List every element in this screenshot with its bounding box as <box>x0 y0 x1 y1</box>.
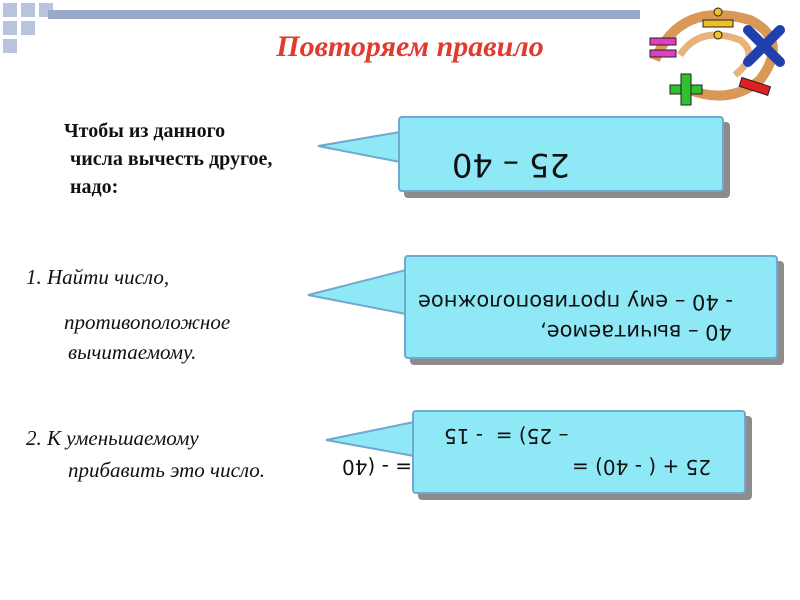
callout-computation <box>412 410 746 494</box>
callout-computation-line: = - (40 <box>342 455 412 479</box>
page-title: Повторяем правило <box>276 30 544 63</box>
step2-line: 2. К уменьшаемому <box>26 426 199 450</box>
callout-expression-text: 25 – 40 <box>452 146 570 184</box>
callout-opposite-line: - 40 – ему противоположное <box>418 290 733 314</box>
callout-computation-line: 25 + ( - 40) = <box>572 455 712 479</box>
step1-line: вычитаемому. <box>68 340 197 364</box>
step1-line: 1. Найти число, <box>26 265 170 289</box>
callout-opposite-line: 40 – вычитаемое, <box>540 320 732 344</box>
step1-line: противоположное <box>64 310 231 334</box>
intro-line: Чтобы из данного <box>64 120 226 142</box>
intro-line: надо: <box>70 176 119 198</box>
callout-computation-line: – 25) = - 15 <box>444 424 569 448</box>
intro-line: числа вычесть другое, <box>70 148 273 170</box>
step2-line: прибавить это число. <box>68 458 266 482</box>
